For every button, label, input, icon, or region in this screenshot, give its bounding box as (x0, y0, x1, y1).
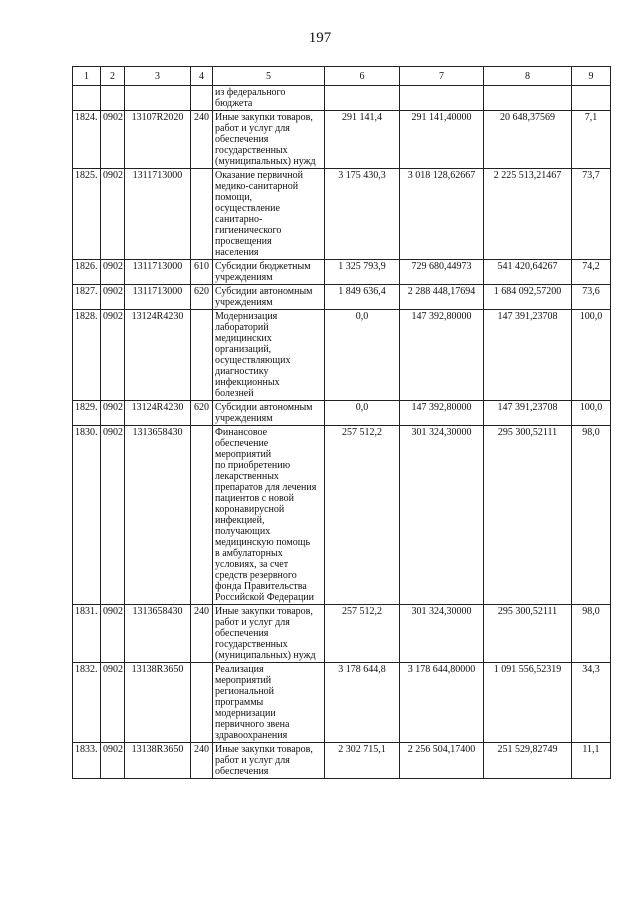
table-row (73, 663, 611, 743)
value-col6: 1 325 793,9 (325, 260, 400, 285)
value-col7: 3 018 128,62667 (400, 169, 484, 260)
value-col7: 147 392,80000 (400, 401, 484, 426)
value-col8: 147 391,23708 (484, 401, 572, 426)
row-number: 1825. (73, 169, 101, 260)
value-col8: 20 648,37569 (484, 111, 572, 169)
item-name: Оказание первичной медико-санитарной помощи, осуществление санитарно- гигиенического просвещения населения (213, 169, 325, 260)
target-article-code: 1313658430 (125, 426, 191, 605)
item-name: Модернизация лабораторий медицинских организаций, осуществляющих диагностику инфекционных болезней (213, 310, 325, 401)
value-col6: 3 175 430,3 (325, 169, 400, 260)
value-col7: 291 141,40000 (400, 111, 484, 169)
row-number: 1826. (73, 260, 101, 285)
value-col8: 541 420,64267 (484, 260, 572, 285)
col-header: 2 (101, 67, 125, 86)
value-col7: 2 256 504,17400 (400, 743, 484, 779)
section-code: 0902 (101, 663, 125, 743)
table-row (73, 285, 611, 310)
budget-table (72, 66, 611, 779)
section-code: 0902 (101, 743, 125, 779)
table-row (73, 426, 611, 605)
value-col7: 2 288 448,17694 (400, 285, 484, 310)
target-article-code: 1311713000 (125, 260, 191, 285)
header-row (73, 67, 611, 86)
value-col6: 0,0 (325, 401, 400, 426)
item-name: Иные закупки товаров, работ и услуг для обеспечения государственных (муниципальных) нужд (213, 111, 325, 169)
item-name: Субсидии автономным учреждениям (213, 401, 325, 426)
value-col8: 295 300,52111 (484, 426, 572, 605)
table-row (73, 260, 611, 285)
section-code: 0902 (101, 310, 125, 401)
col-header: 7 (400, 67, 484, 86)
row-number: 1828. (73, 310, 101, 401)
section-code: 0902 (101, 426, 125, 605)
percent-value: 11,1 (572, 743, 611, 779)
percent-value: 34,3 (572, 663, 611, 743)
section-code: 0902 (101, 285, 125, 310)
value-col8: 295 300,52111 (484, 605, 572, 663)
target-article-code: 1311713000 (125, 169, 191, 260)
col-header: 3 (125, 67, 191, 86)
value-col8: 1 684 092,57200 (484, 285, 572, 310)
value-col8: 147 391,23708 (484, 310, 572, 401)
target-article-code: 13138R3650 (125, 663, 191, 743)
section-code: 0902 (101, 401, 125, 426)
value-col7: 729 680,44973 (400, 260, 484, 285)
expense-type-code: 240 (191, 605, 213, 663)
percent-value: 100,0 (572, 310, 611, 401)
page-number: 197 (308, 30, 332, 46)
section-code (101, 86, 125, 111)
expense-type-code (191, 169, 213, 260)
value-col6: 1 849 636,4 (325, 285, 400, 310)
value-col6: 2 302 715,1 (325, 743, 400, 779)
table-row (73, 169, 611, 260)
percent-value: 98,0 (572, 426, 611, 605)
col-header: 6 (325, 67, 400, 86)
expense-type-code (191, 426, 213, 605)
percent-value: 100,0 (572, 401, 611, 426)
row-number: 1827. (73, 285, 101, 310)
table-row (73, 605, 611, 663)
value-col8: 251 529,82749 (484, 743, 572, 779)
item-name: Реализация мероприятий региональной программы модернизации первичного звена здравоохранения (213, 663, 325, 743)
section-code: 0902 (101, 169, 125, 260)
target-article-code: 13107R2020 (125, 111, 191, 169)
table-row (73, 743, 611, 779)
expense-type-code: 610 (191, 260, 213, 285)
expense-type-code: 240 (191, 743, 213, 779)
table-row (73, 310, 611, 401)
value-col8: 2 225 513,21467 (484, 169, 572, 260)
target-article-code (125, 86, 191, 111)
table-row (73, 86, 611, 111)
item-name: Иные закупки товаров, работ и услуг для обеспечения государственных (муниципальных) нужд (213, 605, 325, 663)
target-article-code: 13124R4230 (125, 310, 191, 401)
col-header: 1 (73, 67, 101, 86)
value-col6: 257 512,2 (325, 605, 400, 663)
percent-value: 7,1 (572, 111, 611, 169)
col-header: 4 (191, 67, 213, 86)
item-name: Финансовое обеспечение мероприятий по приобретению лекарственных препаратов для лечения пациентов с новой коронавирусной инфекцией, получающих медицинскую помощь в амбулаторных условиях, за счет средств резервного фонда Правительства Российской Федерации (213, 426, 325, 605)
value-col6 (325, 86, 400, 111)
expense-type-code: 240 (191, 111, 213, 169)
value-col7: 3 178 644,80000 (400, 663, 484, 743)
section-code: 0902 (101, 260, 125, 285)
row-number: 1833. (73, 743, 101, 779)
row-number: 1832. (73, 663, 101, 743)
col-header: 9 (572, 67, 611, 86)
target-article-code: 1313658430 (125, 605, 191, 663)
percent-value: 73,7 (572, 169, 611, 260)
value-col7: 147 392,80000 (400, 310, 484, 401)
value-col7 (400, 86, 484, 111)
target-article-code: 13124R4230 (125, 401, 191, 426)
expense-type-code (191, 310, 213, 401)
col-header: 8 (484, 67, 572, 86)
item-name: Субсидии автономным учреждениям (213, 285, 325, 310)
value-col6: 3 178 644,8 (325, 663, 400, 743)
expense-type-code (191, 86, 213, 111)
expense-type-code (191, 663, 213, 743)
table-row (73, 401, 611, 426)
expense-type-code: 620 (191, 401, 213, 426)
target-article-code: 1311713000 (125, 285, 191, 310)
item-name: Субсидии бюджетным учреждениям (213, 260, 325, 285)
row-number: 1831. (73, 605, 101, 663)
percent-value: 98,0 (572, 605, 611, 663)
section-code: 0902 (101, 111, 125, 169)
item-name: из федерального бюджета (213, 86, 325, 111)
expense-type-code: 620 (191, 285, 213, 310)
value-col6: 0,0 (325, 310, 400, 401)
item-name: Иные закупки товаров, работ и услуг для обеспечения (213, 743, 325, 779)
row-number: 1824. (73, 111, 101, 169)
value-col7: 301 324,30000 (400, 426, 484, 605)
value-col7: 301 324,30000 (400, 605, 484, 663)
value-col8 (484, 86, 572, 111)
percent-value (572, 86, 611, 111)
value-col6: 257 512,2 (325, 426, 400, 605)
row-number (73, 86, 101, 111)
percent-value: 74,2 (572, 260, 611, 285)
col-header: 5 (213, 67, 325, 86)
row-number: 1829. (73, 401, 101, 426)
target-article-code: 13138R3650 (125, 743, 191, 779)
percent-value: 73,6 (572, 285, 611, 310)
value-col8: 1 091 556,52319 (484, 663, 572, 743)
row-number: 1830. (73, 426, 101, 605)
section-code: 0902 (101, 605, 125, 663)
table-row (73, 111, 611, 169)
value-col6: 291 141,4 (325, 111, 400, 169)
